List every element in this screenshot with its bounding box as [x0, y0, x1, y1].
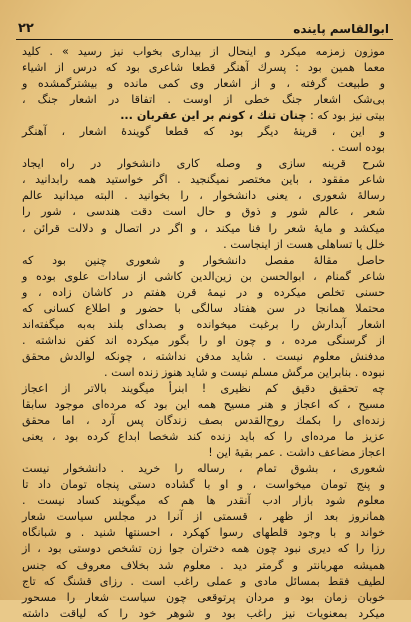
text-line: چه تحقیق دقیق کم نظیری ! ابنرأ میگویند بالاتر از اعجاز [22, 381, 385, 395]
text-line: بوده است . [331, 141, 385, 155]
text-line: اعجاز مضاعف داشت . عمر بقیهٔ این ! [208, 446, 385, 460]
verse-quote: چنان تنك ، كونم بر این عقربان ... [120, 109, 307, 123]
text-line: و طبیعت گرفته ، و از اشعار وی کمی مانده و بیشترگمشده و [22, 77, 385, 91]
text-line: مسیح ، که اعجاز و هنر مسیح همه این بود که مرده‌ای موجود سابقا [22, 398, 385, 412]
text-line: همانروز بعد از ظهر ، قسمتی از آنرا در مجلس سیاست شعار [22, 510, 385, 524]
text-line: رزا را که دیری نبود چون همه دختران جوا زن تشخص دوستی بود ، از [22, 542, 385, 556]
text-line: رسالهٔ شعوری ، یعنی دانشخوار ، را بخوانید . البته میدانید عالم [22, 189, 385, 203]
text-line: محتملا همانجا در سن هفتاد سالگی با حضور و اطلاع کسانی که [22, 301, 385, 315]
text-line: معلوم شود بازار ادب آنقدر ها هم که میگویند کساد نیست . [22, 494, 385, 508]
text-line: خلل یا تساهلی هست از اینجاست . [223, 237, 385, 251]
text-line: شرح قرینه سازی و وصله کاری دانشخوار در راه ایجاد [22, 157, 385, 171]
paragraph [22, 44, 385, 124]
text-line: شاعر گمنام ، ابوالحسن بن زین‌الدین کاشی از سادات علوی بوده و [22, 269, 385, 283]
header-rule [16, 39, 393, 40]
text-line: لطیف فقط بمسائل مادی و عملی راغب است . رزای قشنگ که تاج [22, 574, 385, 588]
text-line: خوبان زمان بود و مردان پرتوقعی چون سیاست شعار را مسحور [22, 590, 385, 604]
text-line: عزیز ما مرده‌ای را که باید زنده کند شخصا ابداع کرده بود ، یعنی [22, 430, 385, 444]
paragraph [22, 253, 385, 381]
paragraph [22, 381, 385, 461]
page-body [22, 44, 385, 620]
text-line: و پنج تومان میخواست ، و او با گشاده دستی پنجاه تومان داد تا [22, 478, 385, 492]
text-line: بی‌شک اشعار جنگ خطی از اوست . اتفاقا در اشعار جنگ ، [22, 93, 385, 107]
text-line: شعر ، عالم شور و ذوق و حال است دقت هندسی ، شور را [22, 205, 385, 219]
paragraph [22, 156, 385, 252]
page-header [18, 16, 389, 36]
paragraph [22, 124, 385, 156]
text-line: معما همین بود : پسرك آهنگر قطعا شاعری بود که درس از اشیاء [22, 61, 385, 75]
running-title: ابوالقاسم پاینده [293, 22, 389, 36]
text-line: موزون زمزمه میکرد و اینحال از بیداری بخواب نیز رسید » . کلید [22, 45, 385, 58]
text-line: و این ، قرینهٔ دیگر بود که قطعا گویندهٔ اشعار ، آهنگر [22, 125, 385, 139]
text-line: حاصل مقالهٔ مفصل دانشخوار و شعوری چنین بود که [22, 253, 385, 267]
text-line: همیشه مهربانتر و گرمتر دید . معلوم شد بخلاف معروف که جنس [22, 558, 385, 572]
text-line: میکشد و مایهٔ شعر را فنا میکند ، و اگر در اتصال و دلالت قرائن ، [22, 221, 385, 235]
text-line: بیتی نیز بود که : چنان تنك ، كونم بر این عقربان ... [120, 109, 385, 123]
text-line: مدفنش معلوم نیست . شاید مدفن نداشته ، چونکه لوالدش محقق [22, 349, 385, 363]
text-line: زنده‌ای را بکمك روح‌القدس بصف زندگان پس آرد ، اما محقق [22, 414, 385, 428]
text-line: شعوری ، بشوق تمام ، رساله را خرید . دانشخوار نیست [22, 462, 385, 476]
page-number: ۲۲ [18, 21, 34, 36]
text-line: خواند و با وجود قلطهای رسوا کهکرد ، احسنتها شنید . و شبانگاه [22, 526, 385, 540]
text-line: اشعار آبدارش را برغبت میخوانده و بصدای بلند به‌به میگفته‌اند [22, 317, 385, 331]
text-line: حسنی تخلص میکرده و در نیمهٔ قرن هفتم در کاشان زاده ، و [22, 285, 385, 299]
paragraph [22, 461, 385, 621]
text-line: میکرد بمعنویات نیز راغب بود و شوهر خود را که لیاقت داشته [22, 606, 385, 620]
text-line: شاعر مفقود ، باین مختصر نمیگنجید . اگر خواستید همه رابدانید ، [22, 173, 385, 187]
text-line: نبوده . بنابراین مرگش مسلم نیست و شاید هنوز زنده است . [104, 365, 385, 379]
text-line: از گرسنگی مرده ، و چون او را بگور میکرده اند کفن نداشته . [22, 333, 385, 347]
